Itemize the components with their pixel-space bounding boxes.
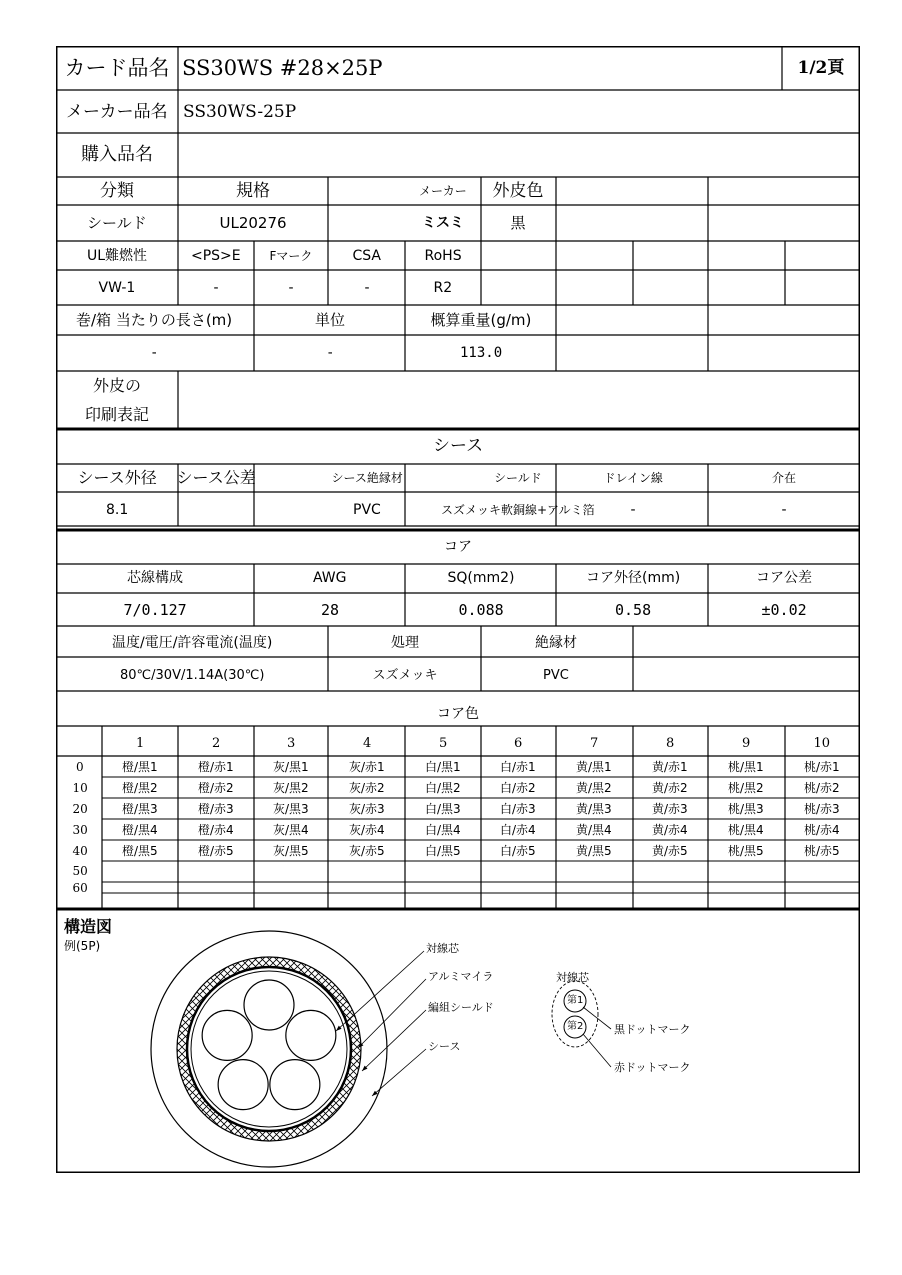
color-cell: 橙/赤2 — [198, 781, 234, 795]
core-pair-circle — [218, 1060, 268, 1110]
structure-diagram-title: 構造図 — [64, 917, 113, 936]
color-cell: 桃/赤4 — [804, 823, 840, 837]
core-value: 7/0.127 — [123, 600, 187, 619]
color-cell: 白/赤2 — [500, 781, 536, 795]
classification-label: 分類 — [100, 180, 134, 201]
color-cell: 黄/赤2 — [652, 781, 688, 795]
print-label: 印刷表記 — [85, 405, 150, 424]
classification-label: 規格 — [236, 180, 270, 201]
color-row-index: 50 — [72, 864, 88, 878]
diagram-callout-label: 対線芯 — [426, 941, 459, 955]
color-cell: 黄/黒4 — [576, 823, 612, 837]
classification-value: ミスミ — [422, 215, 464, 231]
classification-value: UL20276 — [219, 213, 287, 232]
process-label: 温度/電圧/許容電流(温度) — [112, 635, 273, 651]
color-row-index: 60 — [72, 881, 88, 895]
color-cell: 黄/赤5 — [652, 844, 688, 858]
color-cell: 黄/赤4 — [652, 823, 688, 837]
color-row-index: 40 — [72, 844, 88, 858]
color-row-index: 10 — [72, 781, 88, 795]
rating-value: VW-1 — [98, 280, 136, 296]
color-cell: 桃/赤3 — [804, 802, 840, 816]
color-cell: 橙/黒1 — [122, 760, 158, 774]
core-colors-title: コア色 — [437, 706, 479, 722]
core-label: コア外径(mm) — [586, 570, 681, 586]
maker-name-value: SS30WS-25P — [183, 101, 297, 122]
print-label: 外皮の — [93, 376, 142, 395]
color-cell: 灰/赤5 — [349, 844, 385, 858]
core-pair-circle — [202, 1010, 252, 1060]
rating-value: R2 — [433, 280, 453, 296]
process-value: PVC — [543, 667, 569, 683]
sheath-title: シース — [433, 435, 484, 456]
color-cell: 黄/赤3 — [652, 802, 688, 816]
color-cell: 橙/黒4 — [122, 823, 158, 837]
classification-label: メーカー — [419, 184, 467, 198]
pair-core-label: 第2 — [567, 1021, 584, 1032]
color-cell: 橙/黒3 — [122, 802, 158, 816]
diagram-callout-label: アルミマイラ — [428, 969, 494, 983]
rating-value: - — [364, 280, 370, 296]
classification-label: 外皮色 — [492, 180, 544, 201]
color-cell: 白/黒5 — [425, 844, 461, 858]
sheath-label: シース絶縁材 — [331, 471, 403, 485]
core-pair-circle — [270, 1060, 320, 1110]
classification-value: シールド — [87, 213, 147, 232]
color-cell: 黄/赤1 — [652, 760, 688, 774]
color-cell: 白/黒1 — [425, 760, 461, 774]
color-cell: 白/黒4 — [425, 823, 461, 837]
color-cell: 桃/黒5 — [728, 844, 764, 858]
pair-leader-line — [583, 1034, 611, 1067]
rating-label: Fマーク — [269, 249, 313, 263]
process-value: スズメッキ — [372, 667, 438, 683]
rating-label: CSA — [352, 248, 381, 264]
color-cell: 橙/黒2 — [122, 781, 158, 795]
color-cell: 白/赤3 — [500, 802, 536, 816]
color-cell: 橙/赤4 — [198, 823, 234, 837]
rating-value: - — [213, 280, 219, 296]
core-label: コア公差 — [756, 570, 812, 586]
color-cell: 桃/黒3 — [728, 802, 764, 816]
process-label: 絶縁材 — [535, 635, 577, 651]
color-column-header: 8 — [666, 735, 675, 751]
color-column-header: 9 — [742, 735, 751, 751]
color-column-header: 3 — [287, 735, 296, 751]
maker-name-label: メーカー品名 — [66, 101, 168, 122]
length-label: 概算重量(g/m) — [430, 310, 532, 329]
color-cell: 黄/黒5 — [576, 844, 612, 858]
color-column-header: 1 — [136, 735, 145, 751]
diagram-example-label: 例(5P) — [64, 939, 101, 953]
color-cell: 桃/赤2 — [804, 781, 840, 795]
length-value: - — [150, 345, 159, 361]
sheath-value: - — [630, 502, 636, 518]
sheath-value: 8.1 — [106, 502, 129, 518]
color-column-header: 6 — [514, 735, 523, 751]
red-dot-mark-label: 赤ドットマーク — [614, 1060, 691, 1074]
sheath-label: シース公差 — [176, 468, 256, 487]
color-row-index: 20 — [72, 802, 88, 816]
core-value: 0.088 — [458, 600, 504, 619]
color-cell: 灰/赤4 — [349, 823, 385, 837]
card-name-label: カード品名 — [64, 55, 170, 80]
sheath-label: ドレイン線 — [603, 471, 663, 485]
color-cell: 橙/赤3 — [198, 802, 234, 816]
color-cell: 灰/赤3 — [349, 802, 385, 816]
pair-leader-line — [583, 1007, 611, 1029]
rating-label: <PS>E — [191, 248, 241, 264]
color-row-index: 0 — [76, 760, 84, 774]
rating-value: - — [288, 280, 294, 296]
sheath-label: シース外径 — [77, 468, 157, 487]
color-cell: 橙/赤5 — [198, 844, 234, 858]
color-column-header: 4 — [363, 735, 372, 751]
color-row-index: 30 — [72, 823, 88, 837]
color-column-header: 2 — [212, 735, 221, 751]
diagram-callout-label: 編組シールド — [428, 1000, 494, 1014]
purchase-name-label: 購入品名 — [81, 144, 153, 165]
core-value: 0.58 — [615, 600, 652, 619]
color-cell: 灰/黒5 — [273, 844, 309, 858]
color-cell: 黄/黒3 — [576, 802, 612, 816]
classification-value: 黒 — [510, 213, 526, 232]
callout-leader-line — [358, 979, 426, 1048]
color-cell: 白/黒3 — [425, 802, 461, 816]
color-cell: 橙/赤1 — [198, 760, 234, 774]
callout-leader-line — [362, 1010, 426, 1071]
color-cell: 灰/赤2 — [349, 781, 385, 795]
sheath-label: シールド — [494, 471, 542, 485]
length-label: 巻/箱 当たりの長さ(m) — [76, 310, 233, 329]
core-title: コア — [444, 539, 472, 555]
color-cell: 桃/赤5 — [804, 844, 840, 858]
color-cell: 黄/黒1 — [576, 760, 612, 774]
process-value: 80℃/30V/1.14A(30℃) — [120, 667, 265, 683]
callout-leader-line — [372, 1049, 426, 1096]
black-dot-mark-label: 黒ドットマーク — [614, 1022, 691, 1036]
color-cell: 桃/黒4 — [728, 823, 764, 837]
sheath-value: - — [781, 502, 787, 518]
sheath-value: スズメッキ軟銅線+アルミ箔 — [441, 503, 595, 517]
color-column-header: 5 — [439, 735, 448, 751]
spec-sheet — [56, 46, 860, 1173]
color-cell: 橙/黒5 — [122, 844, 158, 858]
color-cell: 桃/黒1 — [728, 760, 764, 774]
color-cell: 白/赤5 — [500, 844, 536, 858]
length-value: 113.0 — [460, 345, 503, 361]
pair-core-title: 対線芯 — [556, 970, 589, 984]
rating-label: RoHS — [424, 248, 462, 264]
page-number: 1/2頁 — [797, 57, 845, 78]
color-cell: 灰/黒4 — [273, 823, 309, 837]
color-cell: 桃/赤1 — [804, 760, 840, 774]
sheath-value: PVC — [353, 502, 381, 518]
core-label: AWG — [313, 570, 347, 586]
color-cell: 灰/黒3 — [273, 802, 309, 816]
length-label: 単位 — [315, 310, 346, 329]
core-pair-circle — [286, 1010, 336, 1060]
process-label: 処理 — [391, 635, 419, 651]
rating-label: UL難燃性 — [87, 248, 148, 264]
sheath-label: 介在 — [772, 471, 797, 485]
color-cell: 灰/赤1 — [349, 760, 385, 774]
color-column-header: 10 — [813, 735, 831, 751]
color-cell: 灰/黒2 — [273, 781, 309, 795]
core-label: 芯線構成 — [127, 570, 183, 586]
pair-core-label: 第1 — [567, 995, 584, 1006]
core-pair-circle — [244, 980, 294, 1030]
color-cell: 白/赤4 — [500, 823, 536, 837]
color-column-header: 7 — [590, 735, 599, 751]
color-cell: 桃/黒2 — [728, 781, 764, 795]
color-cell: 白/赤1 — [500, 760, 536, 774]
length-value: - — [326, 345, 335, 361]
core-value: 28 — [321, 600, 340, 619]
core-label: SQ(mm2) — [447, 570, 515, 586]
color-cell: 灰/黒1 — [273, 760, 309, 774]
diagram-callout-label: シース — [428, 1039, 461, 1053]
core-value: ±0.02 — [761, 600, 807, 619]
card-name-value: SS30WS #28×25P — [182, 55, 383, 80]
color-cell: 黄/黒2 — [576, 781, 612, 795]
color-cell: 白/黒2 — [425, 781, 461, 795]
